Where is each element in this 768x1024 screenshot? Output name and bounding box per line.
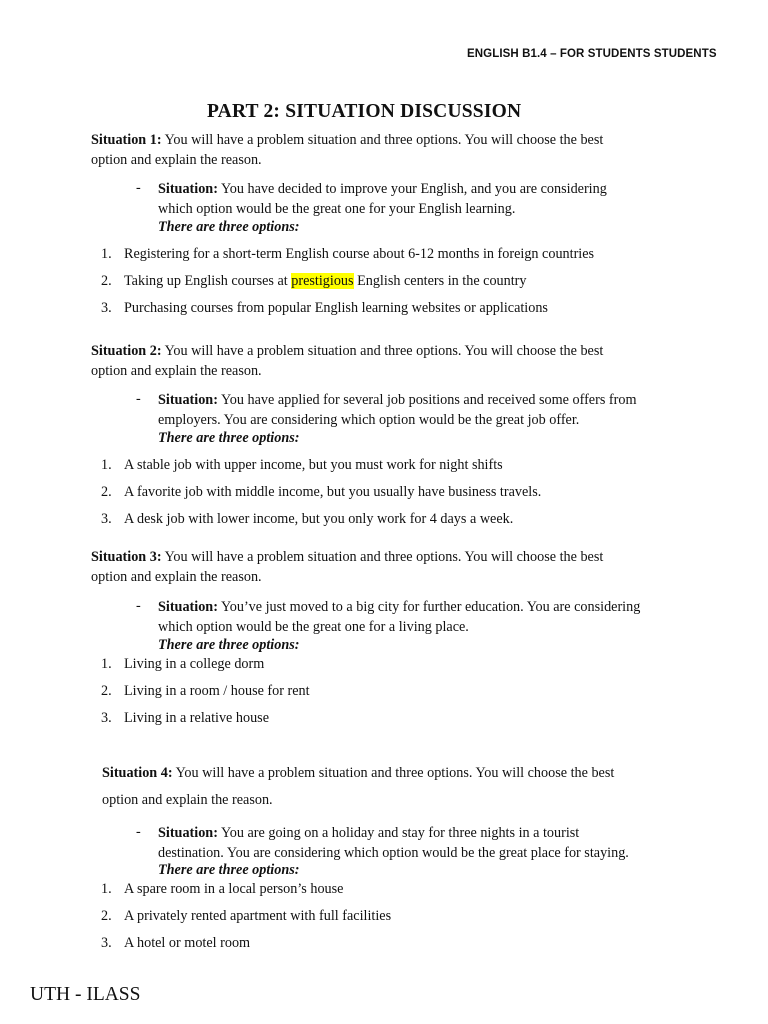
situation-2-label: Situation 2: [91,343,162,359]
option-number: 3. [101,511,112,527]
situation-1-label: Situation 1: [91,132,162,148]
situation-2-intro: Situation 2: You will have a problem situation and three options. You will choose the best option and explain the reason. [91,343,604,379]
course-header: ENGLISH B1.4 – FOR STUDENTS STUDENTS [467,48,717,60]
option-number: 1. [101,457,112,473]
situation-1-dash: - [136,180,141,196]
situation-4-sit-label: Situation: [158,825,218,841]
option-number: 2. [101,683,112,699]
situation-1-intro: Situation 1: You will have a problem situation and three options. You will choose the best option and explain the reason. [91,132,604,168]
situation-3-sit-label: Situation: [158,599,218,615]
option-text: A privately rented apartment with full facilities [124,908,392,924]
situation-3-description: Situation: You’ve just moved to a big city for further education. You are considering which option would be the great one for a living place. [158,599,641,635]
situation-2-description: Situation: You have applied for several job positions and received some offers from employers. You are considering which option would be the great job offer. [158,392,637,428]
situation-3-intro: Situation 3: You will have a problem situation and three options. You will choose the best option and explain the reason. [91,549,604,585]
option-text: Living in a room / house for rent [124,683,310,699]
option-text: Registering for a short-term English course about 6-12 months in foreign countries [124,246,595,262]
situation-2-options-heading: There are three options: [158,430,300,446]
situation-1-description: Situation: You have decided to improve your English, and you are considering which option would be the great one for your English learning. [158,181,607,217]
situation-3-options-heading: There are three options: [158,637,300,653]
option-number: 2. [101,484,112,500]
situation-4-intro: Situation 4: You will have a problem situation and three options. You will choose the best option and explain the reason. [102,765,615,808]
option-text: Taking up English courses at prestigious English centers in the country [124,273,527,289]
situation-4-dash: - [136,824,141,840]
option-number: 2. [101,908,112,924]
situation-2-dash: - [136,391,141,407]
option-number: 1. [101,246,112,262]
option-text: A desk job with lower income, but you only work for 4 days a week. [124,511,514,527]
option-number: 1. [101,656,112,672]
option-text: Living in a relative house [124,710,269,726]
footer-institution: UTH - ILASS [30,984,141,1005]
situation-4-label: Situation 4: [102,765,173,781]
option-text: A favorite job with middle income, but you usually have business travels. [124,484,542,500]
option-text: Purchasing courses from popular English learning websites or applications [124,300,548,316]
option-text: A hotel or motel room [124,935,251,951]
situation-4-description: Situation: You are going on a holiday and stay for three nights in a tourist destination. You are considering which option would be the great place for staying. [158,825,629,861]
page-title: PART 2: SITUATION DISCUSSION [207,101,522,122]
situation-2-sit-label: Situation: [158,392,218,408]
highlighted-word: prestigious [291,273,354,289]
situation-3-dash: - [136,598,141,614]
situation-3-label: Situation 3: [91,549,162,565]
situation-1-options-heading: There are three options: [158,219,300,235]
option-number: 3. [101,300,112,316]
option-number: 3. [101,710,112,726]
option-number: 1. [101,881,112,897]
option-text: Living in a college dorm [124,656,265,672]
option-number: 3. [101,935,112,951]
situation-1-sit-label: Situation: [158,181,218,197]
option-number: 2. [101,273,112,289]
option-text: A spare room in a local person’s house [124,881,344,897]
situation-4-options-heading: There are three options: [158,862,300,878]
option-text: A stable job with upper income, but you must work for night shifts [124,457,503,473]
